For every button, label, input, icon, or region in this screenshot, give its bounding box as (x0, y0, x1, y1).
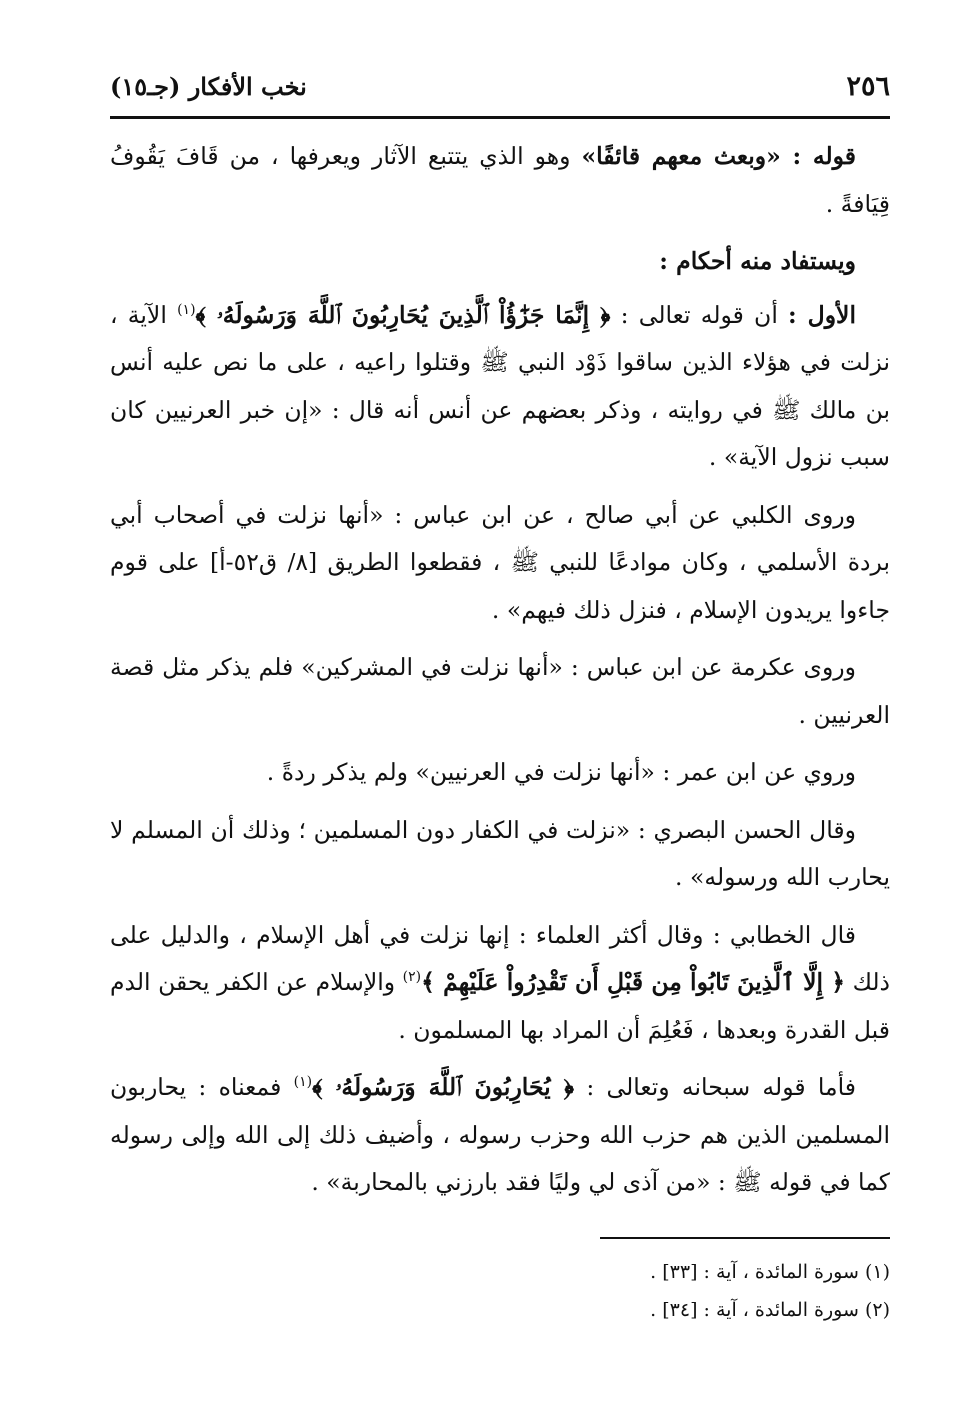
paragraph-qaif (110, 133, 890, 228)
paragraph-first-ruling (110, 292, 890, 482)
footnote-ref: (٢) (402, 969, 422, 986)
paragraph-text: وقال الحسن البصري : «نزلت في الكفار دون المسلمين ؛ وذلك أن المسلم لا يحارب الله ورسوله» . (110, 815, 890, 891)
paragraph-text: وهو الذي يتتبع الآثار ويعرفها ، من قَافَ يَقُوفُ قِيَافةً . (110, 142, 890, 218)
paragraph-text: والإسلام عن الكفر يحقن الدم قبل القدرة وبعدها ، فَعُلِمَ أن المراد بها المسلمون . (110, 968, 890, 1044)
paragraph-lead: قوله : «وبعث معهم قائفًا» (581, 142, 856, 170)
paragraph-lead: الأول : (788, 300, 856, 329)
paragraph-text: فمعناه : يحاربون المسلمين الذين هم حزب الله وحزب رسوله ، وأضيف ذلك إلى الله وإلى رسوله كما في قوله ﷺ : «من آذى لي وليًا فقد بارزني بالمحاربة» . (110, 1073, 890, 1196)
paragraph-text: الآية ، نزلت في هؤلاء الذين ساقوا ذَوْد النبي ﷺ وقتلوا راعيه ، على ما نص عليه أنس بن مالك ﷺ في روايته ، وذكر بعضهم عن أنس أنه قال : «إن خبر العرنيين كان سبب نزول الآية» . (110, 300, 890, 471)
section-heading (110, 238, 890, 286)
page-header (110, 58, 890, 114)
header-rule (110, 116, 890, 119)
paragraph-text: وروى الكلبي عن أبي صالح ، عن ابن عباس : «أنها نزلت في أصحاب أبي بردة الأسلمي ، وكان موادعًا للنبي ﷺ ، فقطعوا الطريق [٨/ ق٥٢-أ] على قوم جاءوا يريدون الإسلام ، فنزل ذلك فيهم» . (110, 500, 890, 624)
footnote-ref: (١) (177, 301, 196, 318)
paragraph-ikrima (110, 644, 890, 739)
paragraph-text: وروى عكرمة عن ابن عباس : «أنها نزلت في المشركين» فلم يذكر مثل قصة العرنيين . (110, 653, 890, 729)
book-page (110, 58, 890, 1329)
paragraph-text: أن قوله تعالى : (610, 300, 789, 329)
quran-verse: ﴿ يُحَارِبُونَ ٱللَّهَ وَرَسُولَهُۥ ﴾ (312, 1073, 575, 1101)
paragraph-text: قال الخطابي : وقال أكثر العلماء : إنها نزلت في أهل الإسلام ، والدليل على ذلك (110, 920, 890, 996)
quran-verse: ﴿ إِلَّا ٱلَّذِينَ تَابُواْ مِن قَبْلِ أَن تَقْدِرُواْ عَلَيْهِمْ ﴾ (421, 968, 846, 996)
paragraph-ibn-umar (110, 749, 890, 797)
paragraph-kalbi (110, 492, 890, 635)
footnote-1: (١) سورة المائدة ، آية : [٣٣] . (650, 1260, 890, 1283)
footnote-ref: (١) (293, 1074, 313, 1091)
paragraph-text: فأما قوله سبحانه وتعالى : (574, 1073, 856, 1101)
page-number: ٢٥٦ (846, 70, 890, 102)
quran-verse: ﴿ إِنَّمَا جَزَٰٓؤُاْ ٱلَّذِينَ يُحَارِبُونَ ٱللَّهَ وَرَسُولَهُۥ ﴾ (195, 300, 611, 329)
heading-text: ويستفاد منه أحكام : (659, 247, 856, 275)
paragraph-khattabi (110, 912, 890, 1055)
paragraph-text: وروي عن ابن عمر : «أنها نزلت في العرنيين» ولم يذكر ردةً . (266, 758, 856, 786)
book-title: نخب الأفكار (جـ١٥) (110, 71, 307, 101)
paragraph-meaning (110, 1064, 890, 1207)
footnote-rule (600, 1237, 890, 1239)
paragraph-hasan (110, 807, 890, 902)
footnote-2: (٢) سورة المائدة ، آية : [٣٤] . (650, 1298, 890, 1321)
